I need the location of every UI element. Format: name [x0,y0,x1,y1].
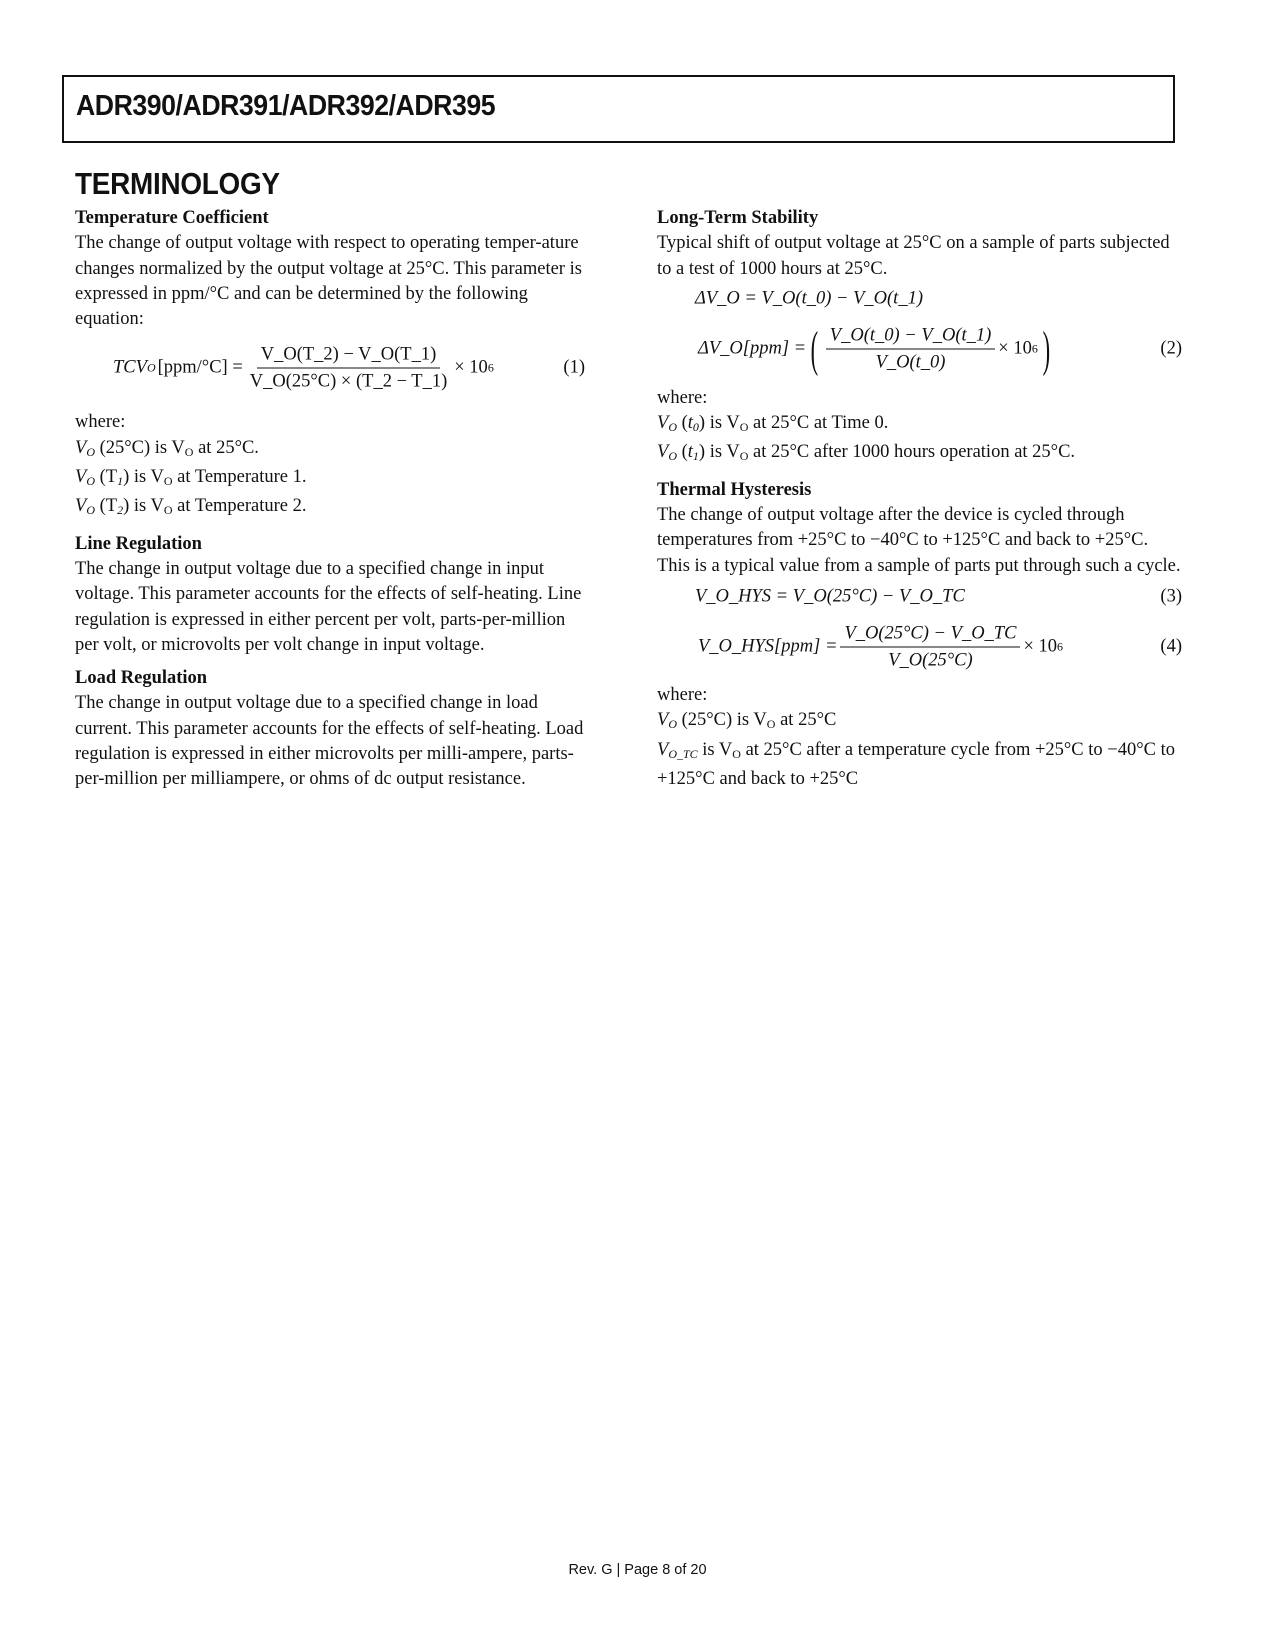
heading-long-term-stability: Long-Term Stability [657,208,819,228]
equation-4-label: (4) [1160,636,1182,657]
def1-arg: (25°C) [99,437,151,458]
def1-sym: V [75,437,87,458]
heading-thermal-hysteresis: Thermal Hysteresis [657,479,812,500]
equation-3-label: (3) [1160,586,1182,607]
def2-text: is V [129,467,164,488]
th-def-1: $V_O$ (25°C) is $V_O$ at 25°C [657,710,837,732]
equation-1-expression [113,343,494,394]
def3-arg-sub: 2 [117,503,124,518]
tc-def-1 [75,436,585,465]
lts-where: where: [657,387,708,408]
eq1-exponent: 6 [487,360,494,375]
eq1-lhs-sub: O [146,360,156,375]
def3-sym-sub: O [86,503,95,518]
th-where: where: [657,684,708,705]
section-title: TERMINOLOGY [75,166,280,201]
eq4-denominator: V_O(25°C) [888,650,973,671]
tc-def-2 [75,465,585,494]
lts-def2-tail: at 25°C after 1000 hours operation at 25°C. [748,442,1076,463]
def2-arg-tail: ) [123,467,130,488]
eq4-numerator: V_O(25°C) − V_O_TC [840,621,1020,647]
eq2-numerator: V_O(t_0) − V_O(t_1) [826,323,995,349]
def1-text-sub: O [184,444,194,459]
eq2-exponent: 6 [1031,341,1038,356]
equation-4-expression [698,621,1063,672]
equation-delta [657,282,1182,316]
eq2-multiplier: × 10 [998,338,1032,359]
th-def1-tail: at 25°C [775,710,837,731]
heading-temperature-coefficient: Temperature Coefficient [75,208,269,228]
def3-sym: V [75,496,87,517]
eq2-lhs: ΔV_O[ppm] = [698,338,807,359]
lts-def-1: $V_O$ $(t_0)$ is $V_O$ at 25°C at Time 0. [657,413,889,435]
equation-1 [75,332,585,404]
def2-arg-sub: 1 [117,474,124,489]
tc-def-3 [75,494,585,523]
eq1-denominator: V_O(25°C) × (T_2 − T_1) [249,371,448,392]
lts-body: Typical shift of output voltage at 25°C on a sample of parts subjected to a test of 1000 hours at 25°C. [657,233,1170,279]
load-regulation-body: The change in output voltage due to a specified change in load current. This parameter accounts for the effects of self-heating. Load regulation is expressed in either microvolts per milli-ampere, parts-per-million per milliampere, or ohms of dc output resistance. [75,693,584,790]
page-footer: Rev. G | Page 8 of 20 [568,1562,707,1578]
def3-tail: at Temperature 2. [172,496,307,517]
def3-text: is V [129,496,164,517]
def3-arg-tail: ) [123,496,130,517]
header-box [62,75,1175,143]
def3-text-sub: O [163,503,173,518]
left-column [75,206,585,793]
eq-delta-text: ΔV_O = V_O(t_0) − V_O(t_1) [695,288,923,309]
equation-1-label: (1) [563,357,585,378]
eq2-denominator: V_O(t_0) [875,352,946,373]
lts-def-2: $V_O$ $(t_1)$ is $V_O$ at 25°C after 1000 hours operation at 25°C. [657,442,1076,464]
def1-tail: at 25°C. [193,437,259,458]
eq2-fraction [826,323,995,374]
eq2-left-paren: ( [810,320,819,377]
def1-text: is V [150,437,185,458]
eq2-right-paren: ) [1042,320,1050,377]
eq1-lhs-unit: [ppm/°C] = [157,357,243,378]
def2-sym: V [75,467,87,488]
tc-body: The change of output voltage with respect to operating temper-ature changes normalized by the output voltage at 25°C. This parameter is expressed in ppm/°C and can be determined by the following equation: [75,233,582,330]
equation-4 [657,615,1182,679]
document-title: ADR390/ADR391/ADR392/ADR395 [76,90,496,122]
eq4-fraction [840,621,1020,672]
line-regulation-body: The change in output voltage due to a specified change in input voltage. This parameter accounts for the effects of self-heating. Line regulation is expressed in either percent per volt, parts-per-million per volt, or microvolts per volt change in input voltage. [75,558,582,655]
eq1-numerator: V_O(T_2) − V_O(T_1) [257,343,441,369]
thermal-hysteresis-body: The change of output voltage after the device is cycled through temperatures from +25°C to −40°C to +125°C and back to +25°C. This is a typical value from a sample of parts put through such a cycle. [657,505,1181,576]
equation-2-label: (2) [1160,338,1182,359]
equation-2 [657,316,1182,382]
def2-tail: at Temperature 1. [172,467,307,488]
right-column [657,206,1182,792]
equation-3 [657,579,1182,615]
eq-delta-expression [695,286,923,311]
def1-sym-sub: O [86,444,95,459]
tc-where: where: [75,412,126,433]
def2-arg: (T [99,467,118,488]
th-def2-tail: at 25°C after a temperature cycle from +25°C to −40°C to +125°C and back to +25°C [657,739,1175,789]
def3-arg: (T [99,496,118,517]
eq3-text: V_O_HYS = V_O(25°C) − V_O_TC [695,586,965,607]
eq1-fraction [246,343,451,394]
def2-text-sub: O [163,474,173,489]
heading-line-regulation: Line Regulation [75,533,202,554]
eq4-exponent: 6 [1057,639,1063,654]
def2-sym-sub: O [86,474,95,489]
eq1-lhs: TCV [113,357,147,378]
equation-3-expression [695,584,965,609]
equation-2-expression [698,320,1055,377]
heading-load-regulation: Load Regulation [75,668,208,689]
eq4-lhs: V_O_HYS[ppm] = [698,636,838,657]
lts-def1-tail: at 25°C at Time 0. [748,413,889,434]
eq1-multiplier: × 10 [454,357,488,378]
th-def-2: $V_{O\_TC}$ is $V_O$ at 25°C after a temperature cycle from +25°C to −40°C to +125°C and back to +25°C [657,739,1175,789]
eq4-multiplier: × 10 [1023,636,1057,657]
